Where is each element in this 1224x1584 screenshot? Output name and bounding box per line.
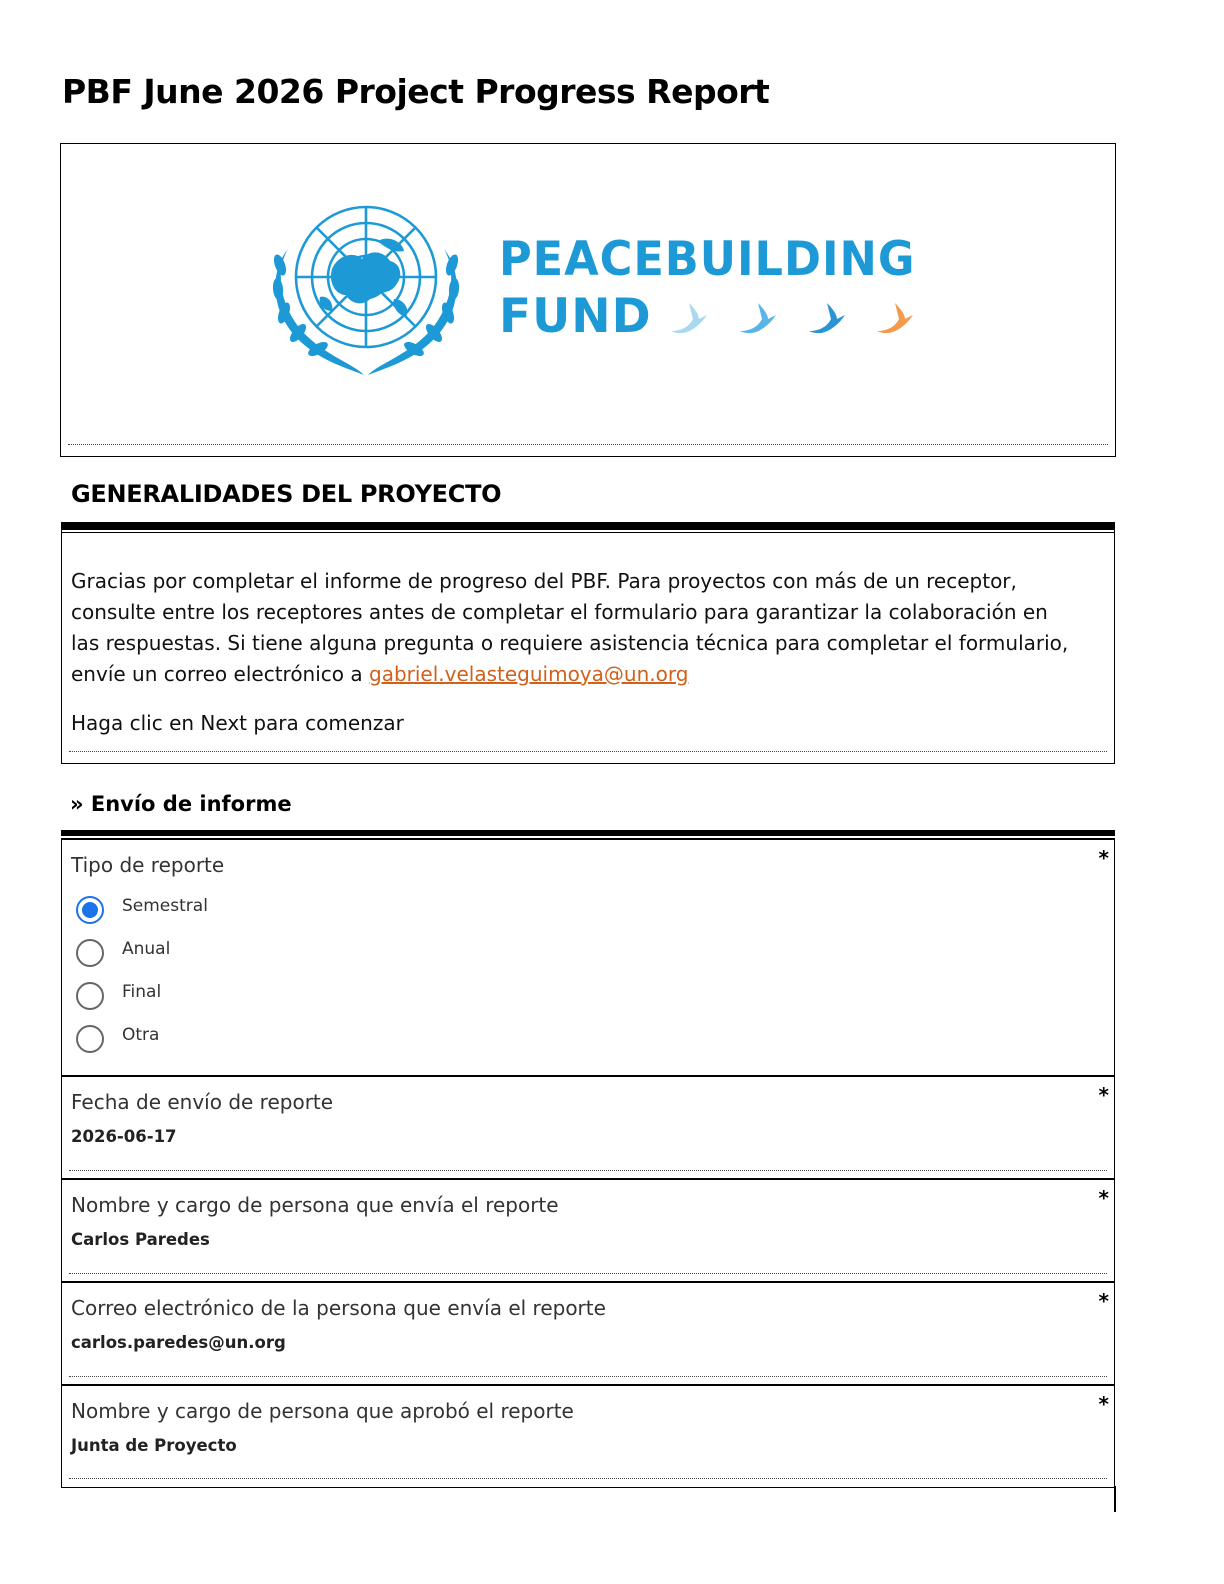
logo-banner — [60, 143, 1116, 457]
required-marker: * — [1098, 1083, 1109, 1107]
divider — [62, 532, 1114, 533]
dove-icon — [807, 301, 847, 337]
subsection-heading: » Envío de informe — [70, 792, 292, 816]
required-marker: * — [1098, 1186, 1109, 1210]
field-value: Carlos Paredes — [71, 1230, 210, 1249]
field-value: 2026-06-17 — [71, 1127, 177, 1146]
field-label: Nombre y cargo de persona que envía el reporte — [71, 1193, 559, 1217]
radio-label: Otra — [122, 1025, 160, 1045]
required-marker: * — [1098, 1289, 1109, 1313]
page-title: PBF June 2026 Project Progress Report — [62, 72, 770, 111]
brand-subtitle: FUND — [499, 289, 652, 344]
next-instruction: Haga clic en Next para comenzar — [71, 711, 404, 735]
field-label: Tipo de reporte — [71, 853, 225, 877]
un-emblem-icon — [258, 199, 474, 379]
required-marker: * — [1098, 1392, 1109, 1416]
required-marker: * — [1098, 846, 1109, 870]
contact-email-link[interactable]: gabriel.velasteguimoya@un.org — [369, 662, 689, 686]
submitter-email-field[interactable] — [61, 1281, 1115, 1385]
radio-label: Anual — [122, 939, 171, 959]
field-label: Correo electrónico de la persona que envía el reporte — [71, 1296, 606, 1320]
field-value: carlos.paredes@un.org — [71, 1333, 286, 1352]
radio-button[interactable] — [76, 896, 104, 924]
report-type-field — [61, 838, 1115, 1076]
section-heading: GENERALIDADES DEL PROYECTO — [71, 480, 502, 508]
radio-button[interactable] — [76, 939, 104, 967]
submission-date-field[interactable] — [61, 1075, 1115, 1179]
divider — [69, 1170, 1107, 1171]
submitter-name-field[interactable] — [61, 1178, 1115, 1282]
intro-panel — [61, 522, 1115, 764]
section-bar — [61, 830, 1115, 836]
field-label: Nombre y cargo de persona que aprobó el reporte — [71, 1399, 574, 1423]
radio-label: Semestral — [122, 896, 208, 916]
divider — [69, 1478, 1107, 1479]
divider — [68, 444, 1108, 445]
radio-button[interactable] — [76, 1025, 104, 1053]
divider — [69, 1273, 1107, 1274]
dove-icon — [738, 301, 778, 337]
field-value: Junta de Proyecto — [71, 1436, 237, 1455]
divider — [1114, 1486, 1116, 1512]
dove-icon — [669, 301, 709, 337]
brand-title: PEACEBUILDING — [499, 232, 916, 287]
approver-name-field[interactable] — [61, 1384, 1115, 1488]
divider — [69, 751, 1107, 752]
radio-button[interactable] — [76, 982, 104, 1010]
radio-label: Final — [122, 982, 162, 1002]
dove-icon — [875, 301, 915, 337]
divider — [69, 1376, 1107, 1377]
field-label: Fecha de envío de reporte — [71, 1090, 334, 1114]
intro-body: Gracias por completar el informe de progreso del PBF. Para proyectos con más de un receptor, consulte entre los receptores antes de completar el formulario para garantizar la colaboración en las respuestas. Si tiene alguna pregunta o requiere asistencia técnica para completar el formulario, envíe un correo electrónico a — [71, 569, 1069, 686]
intro-text — [71, 566, 1071, 690]
